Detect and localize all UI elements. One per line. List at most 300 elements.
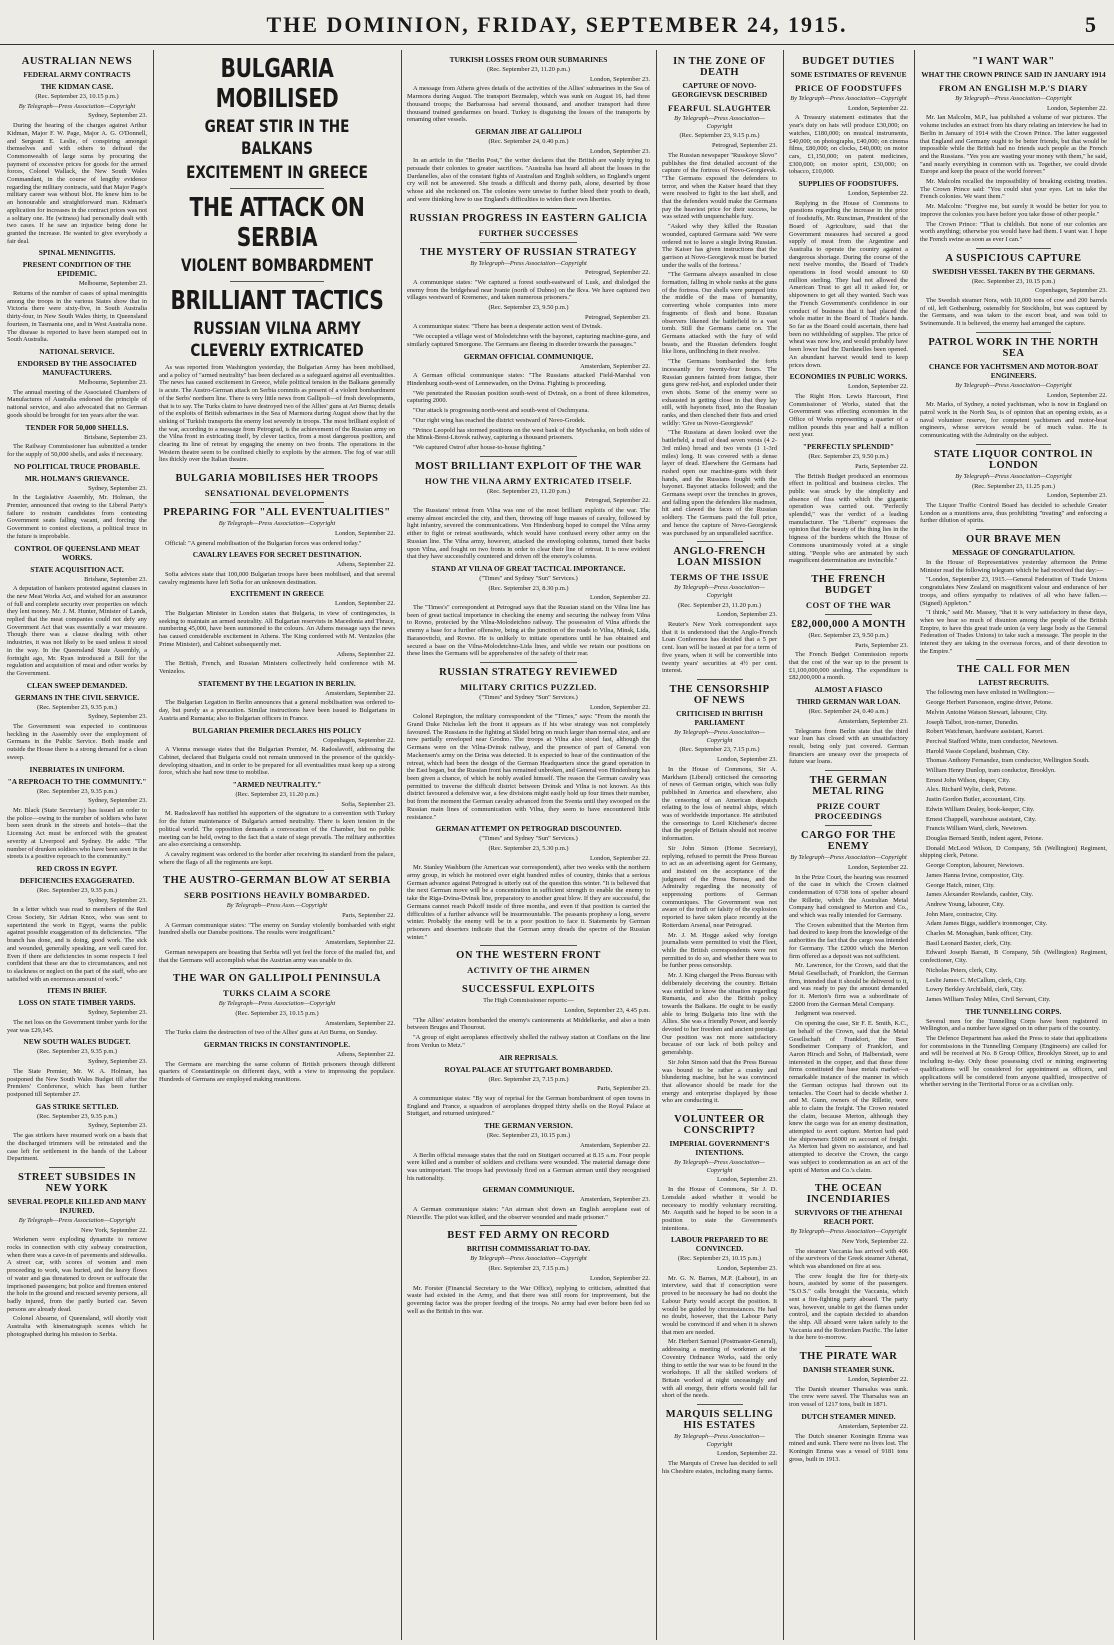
dateline: Athens, September 22. bbox=[336, 561, 395, 569]
paragraph: ("Times" and Sydney "Sun" Services.) bbox=[479, 835, 578, 843]
subheading: TERMS OF THE ISSUE bbox=[670, 572, 769, 583]
subheading: CLEAN SWEEP DEMANDED. bbox=[26, 680, 128, 690]
headline: THE CENSORSHIP OF NEWS bbox=[669, 684, 770, 706]
paragraph: Basil Leonard Baxter, clerk, City. bbox=[926, 939, 1012, 947]
dateline: Athens, September 22. bbox=[336, 650, 395, 658]
subheading: TURKISH LOSSES FROM OUR SUBMARINES bbox=[449, 55, 608, 64]
paragraph: Sir John Simon (Home Secretary), replying, refused to permit the Press Bureau to act as an advertising agent for Germany, and insisted on the acceptance of the judgment of the Press Bureau, and the Admiralty regarding the necessity of suppressing portions of German communiques. The Government was not aware of the truth or falsity of the explosion reported to have taken place recently at the Rotterdam Arsenal, near Petrograd. bbox=[662, 844, 777, 929]
paragraph: Alex. Richard Wylie, clerk, Petone. bbox=[926, 786, 1017, 794]
subheading: HOW THE VILNA ARMY EXTRICATED ITSELF. bbox=[425, 475, 632, 486]
page-number: 5 bbox=[1085, 12, 1096, 37]
paragraph: George Hatch, miner, City. bbox=[926, 881, 995, 889]
heading-rule bbox=[230, 870, 324, 871]
paragraph: The Russians' retreat from Vilna was one of the most brilliant exploits of the war. The enemy almost encircled the city, and then, throwing off huge masses of cavalry, followed by light infantry, severed the communications. Von Hindenburg hoped to compel the Vilna army either to fight or retreat southwards, which would have confused every other army on the Russian line. The Vilna army, however, attacked the enveloping columns, turned their backs upon Vilna, and fought on two fronts in order to clear their line of retreat. It is now evident that they have successfully countered and driven off the enemy's columns. bbox=[407, 507, 650, 561]
paragraph: A Vienna message states that the Bulgarian Premier, M. Radoslavoff, addressing the Cabinet, declared that Bulgaria could not remain unmoved in the presence of the quickly-developing situation, and in order to be prepared for all eventualities must keep up a strong force, which she had now time to mobilise. bbox=[159, 746, 395, 777]
paragraph: Mr. G. N. Barnes, M.P. (Labour), in an interview, said that if conscription were proved to be necessary he had no doubt the Labour Party would accept the position. It would be guided by circumstances. He had no doubt, however, that the Labour Party would be convinced if and when it is shown that men are needed. bbox=[662, 1274, 777, 1336]
paragraph: "We penetrated the Russian position south-west of Dvinsk, on a front of three kilometres, capturing 2000. bbox=[407, 389, 650, 405]
paragraph: Edward Joseph Barratt, B Company, 5th (Wellington) Regiment, confectioner, City. bbox=[920, 949, 1107, 965]
masthead-title: THE DOMINION, FRIDAY, SEPTEMBER 24, 1915. bbox=[266, 12, 848, 37]
headline: THE ATTACK ON SERBIA bbox=[189, 193, 365, 253]
wire-credit: By Telegraph—Press Association—Copyright bbox=[18, 102, 136, 110]
subheading: FROM AN ENGLISH M.P.'S DIARY bbox=[938, 83, 1089, 93]
paragraph: A Treasury statement estimates that the year's duty on hats will produce £30,000; on watches, £180,000; on musical instruments, £40,000; on photographs, £40,000; on cinema films, £80,000; on clocks, £40,000; on motor cars, £1,150,000; on patent medicines, £300,000; on motor spirit, £30,000; on tobacco, £10,000. bbox=[789, 114, 908, 176]
dateline: London, September 23. bbox=[590, 147, 650, 155]
paragraph: James Hanna Irvine, compositor, City. bbox=[926, 871, 1024, 879]
subheading: THE GERMAN VERSION. bbox=[484, 1121, 573, 1131]
dateline: London, September 22. bbox=[848, 863, 908, 871]
paragraph: (Rec. September 23, 10.15 p.m.) bbox=[486, 1132, 571, 1140]
dateline: Melbourne, September 23. bbox=[78, 280, 147, 288]
dateline: Paris, September 22. bbox=[855, 462, 908, 470]
column-zone-of-death bbox=[657, 52, 782, 1640]
dateline: Petrograd, September 22. bbox=[585, 497, 650, 505]
dateline: London, September 22. bbox=[590, 854, 650, 862]
headline: SUCCESSFUL EXPLOITS bbox=[462, 984, 595, 996]
headline: BULGARIA MOBILISED bbox=[215, 54, 339, 114]
paragraph: Mr. Malcolm recalled the impossibility of breaking existing treaties. The Crown Prince said: "You could shut your eyes. Let us take the French colonies. We want them." bbox=[920, 178, 1107, 201]
dateline: Copenhagen, September 22. bbox=[322, 736, 395, 744]
paragraph: "A group of eight aeroplanes effectively shelled the railway station at Conflans on the line from Verdun to Metz." bbox=[407, 1034, 650, 1049]
paragraph: (Rec. September 23, 11.20 p.m.) bbox=[487, 487, 570, 495]
paragraph: The crew fought the fire for thirty-six hours, assisted by some of the passengers. "S.O.S." calls brought the Vaccania, which sent a fire-fighting party aboard. The party was, however, unable to get the flames under control, and the captain decided to abandon the ship. All aboard were taken safely to the Vaccania and the Rotterdam Pacific. The latter is due here to-morrow. bbox=[789, 1272, 908, 1342]
paragraph: On opening the case, Sir F. E. Smith, K.C., on behalf of the Crown, said that the Metal Gesellschaft of Frankfort, the Beer Sondheimer Company of Frankfort, and Aaron Hirsch and Sohn, of Halberstadt, were interested in the copper, and that these three firms constituted the base metals market—a remarkable instance of the manner in which the German octopus had thrown out its tentacles. The Court had to decide whether J. and M. Gunn, owners of the Rilletie, were able to claim the freight. The Crown resisted the claim, because Merton, although they knew the cargo was for an enemy destination, attempted to avert capture. Merton had paid the shipowners £6000 on account of freight. As Merton had given no assistance, and had attempted to deceive the Crown, the cargo was subject to condemnation as an act of the spirit of Merton and Co.'s claim. bbox=[789, 1020, 908, 1174]
dateline: London, September 22. bbox=[848, 190, 908, 198]
paragraph: Replying in the House of Commons to questions regarding the increase in the price of foodstuffs, Mr. Runciman, President of the Board of Agriculture, said that the Government measures had secured a good supply of meat from the Argentine and Australia to operate the country against a dangerous shortage. During the course of the next twelve months, the Board of Trade's operations in food would amount to 60 million sterling. They had not allowed the American Trust to get all it asked for, or shipowners to get all they wanted. Such was the French Government's confidence in our conduct of business that it had placed the whole matter in the Board of Trade's hands. So far as the Board could ascertain, there had been no withholding of supplies. The price of wheat was now low, and would probably have been lower had the Dardanelles been opened. An abundant harvest would tend to keep prices down. bbox=[789, 199, 908, 369]
paragraph: (Rec. September 23, 9.35 p.m.) bbox=[36, 886, 118, 894]
paragraph: Charles M. Monaghan, bank officer, City. bbox=[926, 930, 1033, 938]
paragraph: (Rec. September 23, 7.15 p.m.) bbox=[488, 1075, 569, 1083]
heading-rule bbox=[697, 1404, 743, 1405]
heading-rule bbox=[230, 188, 324, 189]
paragraph: Justin Gordon Butler, accountant, City. bbox=[926, 796, 1026, 804]
subheading: CAPTURE OF NOVO-GEORGIEVSK DESCRIBED bbox=[671, 81, 768, 99]
dateline: London, September 23. bbox=[717, 1176, 777, 1184]
paragraph: Returns of the number of cases of spinal meningitis among the troops in the various States show that in Victoria there were sixty-five, in South Australia thirty-four, in New South Wales thirty, in Queensland fourteen, in Tasmania one, and in West Australia none. The disease is reported to have been stamped out in South Australia. bbox=[7, 290, 147, 344]
paragraph: (Rec. September 23, 10.15 p.m.) bbox=[971, 277, 1056, 285]
headline: THE OCEAN INCENDIARIES bbox=[806, 1183, 891, 1206]
paragraph: Edwin William Dealey, book-keeper, City. bbox=[926, 805, 1035, 813]
paragraph: A Berlin official message states that the raid on Stuttgart occurred at 8.15 a.m. Four people were killed and a number of soldiers and civilians were wounded. The material damage done was unimportant. The troops had previously fired on a German airman until they recognised his nationality. bbox=[407, 1151, 650, 1182]
headline: £82,000,000 A MONTH bbox=[791, 618, 906, 630]
subheading: RED CROSS IN EGYPT. bbox=[36, 863, 118, 873]
headline: ON THE WESTERN FRONT bbox=[456, 950, 601, 962]
dateline: Brisbane, September 23. bbox=[84, 433, 147, 441]
paragraph: The Marquis of Crewe has decided to sell his Cheshire estates, including many farms. bbox=[662, 1460, 777, 1475]
paragraph: Telegrams from Berlin state that the third war loan has closed with an unsatisfactory result, being only just covered. German financiers are uneasy over the prospects of future war loans. bbox=[789, 727, 908, 766]
column-budget-duties bbox=[784, 52, 913, 1640]
paragraph: The gas strikers have resumed work on a basis that the discharged trimmers will be reinstated and the case left for settlement in the hands of the Labour Department. bbox=[7, 1132, 147, 1163]
paragraph: James William Tesley Miles, Civil Servant, City. bbox=[926, 995, 1051, 1003]
paragraph: Thomas Anthony Fernandez, tram conductor, Wellington South. bbox=[926, 757, 1090, 765]
paragraph: Percival Stafford White, tram conductor, Newtown. bbox=[926, 737, 1058, 745]
dateline: London, September 22. bbox=[848, 383, 908, 391]
dateline: London, September 22. bbox=[590, 1274, 650, 1282]
subheading: ALMOST A FIASCO bbox=[814, 685, 883, 695]
paragraph: (Rec. September 23, 11.20 p.m.) bbox=[678, 601, 761, 609]
wire-credit: By Telegraph—Press Association—Copyright bbox=[674, 115, 765, 130]
dateline: New York, September 22. bbox=[80, 1226, 147, 1234]
subheading: SURVIVORS OF THE ATHENAI REACH PORT. bbox=[794, 1208, 903, 1227]
dateline: Paris, September 23. bbox=[597, 1085, 650, 1093]
paragraph: The French Budget Commission reports that the cost of the war up to the present is £1,100,000,000 sterling. The expenditure is £82,000,000 a month. bbox=[789, 651, 908, 682]
heading-rule bbox=[825, 569, 873, 570]
headline: VOLUNTEER OR CONSCRIPT? bbox=[674, 1114, 765, 1137]
heading-rule bbox=[976, 332, 1051, 333]
wire-credit: By Telegraph—Press Association—Copyright bbox=[674, 584, 765, 599]
dateline: Sydney, September 23. bbox=[88, 484, 147, 492]
heading-rule bbox=[697, 1109, 743, 1110]
dateline: London, September 23. bbox=[717, 1265, 777, 1273]
subheading: "ARMED NEUTRALITY." bbox=[232, 780, 322, 790]
heading-rule bbox=[230, 468, 324, 469]
paragraph: A deputation of bankers protested against clauses in the new Meat Works Act, and wished for an assurance of full and complete security over properties on which they lent money. Mr. J. M. Hunter, Minister of Lands, replied that the meat companies could not defy any Government Act that was essentially a war measure. Though there was a clause dealing with other industries, it was not likely to be used unless it stood in the way. In the Queensland State Assembly, a fortnight ago, Mr. Ryan introduced a Bill for the regulation and acquisition of meat and other works by the Government. bbox=[7, 585, 147, 677]
subheading: NEW SOUTH WALES BUDGET. bbox=[23, 1037, 131, 1047]
heading-rule bbox=[825, 1346, 873, 1347]
subheading: FEARFUL SLAUGHTER bbox=[667, 103, 772, 113]
dateline: Brisbane, September 23. bbox=[84, 575, 147, 583]
paragraph: "The Allies' aviators bombarded the enemy's cantonments at Middelkerke, and also a train between Bruges and Thourout. bbox=[407, 1016, 650, 1032]
dateline: London, September 22. bbox=[717, 1450, 777, 1458]
heading-rule bbox=[825, 1178, 873, 1179]
wire-credit: By Telegraph—Press Association—Copyright bbox=[18, 1216, 136, 1224]
paragraph: (Rec. September 23, 11.20 p.m.) bbox=[235, 791, 319, 799]
paragraph: (Rec. September 23, 9.35 p.m.) bbox=[36, 787, 118, 795]
subheading: MR. HOLMAN'S GRIEVANCE. bbox=[24, 473, 130, 483]
headline: THE WAR ON GALLIPOLI PENINSULA bbox=[173, 973, 381, 985]
paragraph: Robert Watchman, hardware assistant, Karori. bbox=[926, 728, 1044, 736]
paragraph: The annual meeting of the Associated Chambers of Manufactures of Australia endorsed the principle of national service, and also advocated that no German goods should be brought for ten years after the war. bbox=[7, 388, 147, 419]
paragraph: Sir John Simon said that the Press Bureau was bound to be rather a cranky and blundering machine, but he was convinced that allowance should be made for the energy and enterprise displayed by those who are conducting it. bbox=[662, 1058, 777, 1105]
headline: BULGARIA MOBILISES HER TROOPS bbox=[175, 473, 379, 485]
headline: BUDGET DUTIES bbox=[802, 56, 895, 67]
paragraph: Nicholas Peters, clerk, City. bbox=[926, 966, 998, 974]
subheading: THIRD GERMAN WAR LOAN. bbox=[796, 697, 901, 707]
paragraph: "The Russians at dawn looked over the battlefield, a trail of dead seven versts (4 2-3rd miles) broad and two versts (1 1-3rd miles) long. It was covered with a dense layer of dead. Elsewhere the Germans had rushed open our machine-guns with their hands, and the Russians fought with the bayonet. Bayonet attacks followed; and the Germans swept over the trenches in groves, and falling upon the defenders like madmen, hit and clawed the faces of the Russian soldiery. The Germans paid the full price, and hence the capture of Novo-Georgievsk was purchased by an unparalleled sacrifice. bbox=[662, 429, 777, 537]
paragraph: John Mare, contractor, City. bbox=[926, 910, 998, 918]
paragraph: Joseph Talbot, iron-turner, Dunedin. bbox=[926, 718, 1019, 726]
headline: "I WANT WAR" bbox=[972, 56, 1055, 67]
paragraph: (Rec. September 23, 10.15 p.m.) bbox=[235, 1009, 319, 1017]
dateline: Amsterdam, September 23. bbox=[838, 717, 908, 725]
column-bulgaria-mobilised bbox=[154, 52, 400, 1640]
paragraph: Mr. Stanley Washburn (the American war correspondent), after two weeks with the northern army group, in which he motored over eight hundred miles of country, thinks that a serious German advance against Petrograd is utterly out of the question this winter. "It is believed that the next German move will be a concentration in sufficient strength to enable the enemy to take the Riga-Dvina-Dvinsk line, preparatory to another great blow. If they are successful, the Germans cannot reach Pskoff inside of three months, and even if that position is carried the difficulties of a further advance will be insurmountable. The peasants prophesy a long, severe winter. Probably the enemy will be in a poor position to face it. Statements by German prisoners and deserters indicate that the German army dreads the spectre of the Russian winter." bbox=[407, 864, 650, 941]
headline: PATROL WORK IN THE NORTH SEA bbox=[928, 336, 1099, 359]
paragraph: A cavalry regiment was ordered to the border after receiving its standard from the palace, where the flags of all the regiments are kept. bbox=[159, 850, 395, 866]
headline: THE CALL FOR MEN bbox=[956, 664, 1071, 676]
paragraph: "Our attack is progressing north-west and south-west of Oschmyana. bbox=[413, 407, 590, 415]
paragraph: (Rec. September 23, 10.15 p.m.) bbox=[35, 93, 119, 100]
paragraph: The Turks claim the destruction of two of the Allies' guns at Ari Burnu, on Sunday. bbox=[165, 1029, 378, 1037]
paragraph: (Rec. September 24, 0.40 a.m.) bbox=[808, 708, 889, 716]
paragraph: (Rec. September 23, 9.35 p.m.) bbox=[36, 1112, 118, 1120]
paragraph: Official: "A general mobilisation of the Bulgarian forces was ordered today." bbox=[165, 539, 362, 547]
paragraph: Andrew Young, labourer, City. bbox=[926, 900, 1005, 908]
heading-rule bbox=[230, 502, 324, 503]
paragraph: A German official communique states: "The Russians attacked Field-Marshal von Hindenburg south-west of Lennewaden, on the Dvina. Fighting is proceeding. bbox=[407, 372, 650, 387]
paragraph: (Rec. September 23, 9.50 p.m.) bbox=[488, 304, 569, 312]
paragraph: Mr. Marks, of Sydney, a noted yachtsman, who is now in England on patrol work in the North Sea, is of opinion that an opening exists, as a naval volunteer reserve, for competent yachtsmen and motor-boat engineers, whose services would be of much value. He is communicating with the Admiralty on the subject. bbox=[920, 401, 1107, 440]
subheading: EXCITEMENT IN GREECE bbox=[230, 589, 324, 599]
subheading: SPINAL MENINGITIS. bbox=[38, 248, 116, 258]
headline: STREET SUBSIDES IN NEW YORK bbox=[18, 1171, 136, 1194]
paragraph: M. Radoslavoff has notified his supporters of the signature to a convention with Turkey for the future maintenance of Bulgaria's armed neutrality. There is keen tension in the political world. The opposition demands a convocation of the Chamber, but no public meeting can be held, owing to the fact that a state of siege prevails. The military authorities are also exercising a censorship. bbox=[159, 810, 395, 849]
paragraph: (Rec. September 23, 5.30 p.m.) bbox=[488, 844, 569, 852]
headline: BRILLIANT TACTICS bbox=[170, 286, 384, 316]
headline: THE FRENCH BUDGET bbox=[811, 573, 886, 596]
dateline: Amsterdam, September 22. bbox=[325, 1019, 395, 1027]
headline: RUSSIAN STRATEGY REVIEWED bbox=[439, 666, 618, 678]
paragraph: George Compton, labourer, Newtown. bbox=[926, 862, 1024, 870]
dateline: Melbourne, September 23. bbox=[78, 378, 147, 386]
heading-rule bbox=[230, 281, 324, 282]
subheading: GERMAN JIBE AT GALLIPOLI bbox=[475, 126, 582, 136]
subheading: SWEDISH VESSEL TAKEN BY THE GERMANS. bbox=[932, 266, 1095, 276]
subheading: TURKS CLAIM A SCORE bbox=[222, 988, 332, 999]
paragraph: The British Budget produced an enormous effect in political and business circles. The public was struck by the simplicity and absence of fuss with which the gigantic operation was carried out. "Perfectly splendid," was the verdict of a leading manufacturer. The "Liberte" expresses the opinion that the beauty of the thing lies in the bigness of the burdens which the House of Commons unanimously voted at a single sitting. "People who are animated by such magnificent determination are invincible." bbox=[789, 472, 908, 565]
paragraph: "We captured Ostrof after house-to-house fighting." bbox=[413, 443, 546, 451]
subheading: BULGARIAN PREMIER DECLARES HIS POLICY bbox=[192, 725, 362, 735]
dateline: Sydney, September 23. bbox=[88, 896, 147, 904]
subheading: SENSATIONAL DEVELOPMENTS bbox=[204, 488, 350, 499]
subheading: COST OF THE WAR bbox=[805, 599, 892, 610]
paragraph: The net loss on the Government timber yards for the year was £29,145. bbox=[7, 1019, 147, 1034]
headline: EXCITEMENT IN GREECE bbox=[186, 163, 368, 183]
subheading: MILITARY CRITICS PUZZLED. bbox=[460, 681, 597, 692]
headline: THE PIRATE WAR bbox=[799, 1351, 898, 1363]
wire-credit: By Telegraph—Press Association—Copyright bbox=[955, 95, 1072, 102]
wire-credit: By Telegraph—Press Association—Copyright bbox=[790, 95, 907, 102]
subheading: THE KIDMAN CASE. bbox=[40, 82, 114, 91]
paragraph: (Rec. September 24, 0.40 p.m.) bbox=[488, 137, 569, 145]
paragraph: A German communique states: "The enemy on Sunday violently bombarded with eight hundred shells our Danube positions. The results were insignificant." bbox=[159, 921, 395, 937]
dateline: London, September 22. bbox=[1047, 391, 1107, 399]
subheading: PRICE OF FOODSTUFFS bbox=[794, 83, 903, 93]
heading-rule bbox=[976, 444, 1051, 445]
headline: OUR BRAVE MEN bbox=[966, 534, 1061, 546]
subheading: GAS STRIKE SETTLED. bbox=[35, 1101, 119, 1111]
dateline: Athens, September 22. bbox=[336, 1051, 395, 1059]
headline: THE MYSTERY OF RUSSIAN STRATEGY bbox=[419, 246, 638, 258]
paragraph: In a letter which was read to members of the Red Cross Society, Sir Adrian Knox, who was sent to superintend the work in Egypt, warns the public against possible exaggeration of its deficiencies. "The branch has done, and is doing, good work. The sick and wounded, generally speaking, are well cared for. Even if there are deficiencies in some respects I feel confident that these are due to circumstances, and not to slackness or neglect on the part of the staff, who are satisfied with an enormous amount of work." bbox=[7, 906, 147, 983]
subheading: AIR REPRISALS. bbox=[499, 1052, 558, 1062]
paragraph: In the House of Commons, Sir A. Markham (Liberal) criticised the censoring of news of German origin, which was fully published in America and elsewhere, also the censoring of an American dispatch relating to the loss of neutral ships, which was of worldwide importance. He attributed the censorings to Lord Kitchener's decree that the people of Britain should not receive information. bbox=[662, 765, 777, 843]
subheading: GERMAN ATTEMPT ON PETROGRAD DISCOUNTED. bbox=[435, 824, 622, 834]
wire-credit: By Telegraph—Press Association—Copyright bbox=[674, 1159, 765, 1174]
dateline: Amsterdam, September 22. bbox=[838, 1422, 908, 1430]
paragraph: ("Times" and Sydney "Sun" Services.) bbox=[479, 574, 578, 582]
subheading: DANISH STEAMER SUNK. bbox=[802, 1365, 895, 1375]
paragraph: In the House of Representatives yesterday afternoon the Prime Minister read the following telegram which he had received that day:— bbox=[920, 559, 1107, 574]
heading-rule bbox=[480, 945, 577, 946]
paragraph: A communique states: "We captured a forest south-eastward of Lusk, and dislodged the enemy from the bridgehead near Ivanie (north of Dubno) on the Ikva. We have captured two villages westward of Kremenec, and taken numerous prisoners." bbox=[407, 278, 650, 302]
dateline: Petrograd, September 23. bbox=[712, 142, 777, 150]
dateline: London, September 22. bbox=[848, 104, 908, 112]
paragraph: Judgment was reserved. bbox=[795, 1010, 857, 1018]
wire-credit: By Telegraph—Press Association—Copyright bbox=[790, 1228, 907, 1236]
paragraph: Donald McLeod Wilson, D Company, 5th (Wellington) Regiment, shipping clerk, Petone. bbox=[920, 844, 1107, 860]
paragraph: (Rec. September 23, 7.15 p.m.) bbox=[679, 746, 760, 754]
paragraph: "I think," said Mr. Massey, "that it is very satisfactory in these days, when we hear so much of disunion among the people of the British Empire, to have this great trade union (a very large body as the General Federation of Trades Unions) to take such a message. The people in the interest they are taking in the overseas forces, and of their devotion to the Empire." bbox=[920, 609, 1107, 655]
paragraph: Mr. Ian Malcolm, M.P., has published a volume of war pictures. The volume includes an extract from his diary relating an interview he had in Berlin in January of 1914 with the Crown Prince. The latter suggested that England and Germany ought to be better friends, but that would be impossible while the British had no friends such people as the French and the Russians. "Yes you are wasting your money with them," he said, "and nearly everything in common with us. Together, we could divide Europe and keep the peace of the world forever." bbox=[920, 114, 1107, 176]
subheading: SERB POSITIONS HEAVILY BOMBARDED. bbox=[184, 890, 370, 901]
subheading: GERMAN OFFICIAL COMMUNIQUE. bbox=[463, 351, 594, 361]
heading-rule bbox=[480, 1225, 577, 1226]
heading-rule bbox=[480, 456, 577, 457]
paragraph: German newspapers are boasting that Serbia will yet feel the force of the mailed fist, and that the Germans will accomplish what the Austrian army was unable to do. bbox=[159, 948, 395, 964]
paragraph: The Government was expected to continuous heckling in the Assembly over the employment of Germans in the Public Service. Both inside and outside the House there is a strong demand for a clean sweep. bbox=[7, 723, 147, 761]
dateline: Sydney, September 23. bbox=[88, 112, 147, 120]
heading-rule bbox=[230, 968, 324, 969]
headline: RUSSIAN PROGRESS IN EASTERN GALICIA bbox=[409, 212, 648, 224]
subheading: NO POLITICAL TRUCE PROBABLE. bbox=[14, 461, 140, 471]
dateline: Sydney, September 23. bbox=[88, 1122, 147, 1130]
paragraph: (Rec. September 23, 11.25 p.m.) bbox=[972, 482, 1055, 490]
dateline: Sydney, September 23. bbox=[88, 1009, 147, 1017]
subheading: ITEMS IN BRIEF. bbox=[47, 986, 107, 996]
paragraph: Douglas Bernard Smith, indent agent, Petone. bbox=[926, 835, 1044, 842]
dateline: London, September 23, 4.45 p.m. bbox=[564, 1007, 650, 1015]
paragraph: Reuter's New York correspondent says that it is understood that the Anglo-French Loan Conference has decided that a 5 per cent. loan will be issued at par for a term of five years, when it will be convertible into twenty years' securities at 4½ per cent. interest. bbox=[662, 621, 777, 675]
headline: MARQUIS SELLING HIS ESTATES bbox=[665, 1409, 774, 1432]
wire-credit: By Telegraph—Press Assn.—Copyright bbox=[226, 902, 328, 910]
dateline: London, September 22. bbox=[590, 594, 650, 602]
dateline: Copenhagen, September 23. bbox=[1034, 287, 1107, 295]
paragraph: In the House of Commons, Sir J. D. Lonsdale asked whether it would be necessary to modify voluntary recruiting. Mr. Asquith said he hoped to be soon in a position to state the Government's intentions. bbox=[662, 1186, 777, 1232]
headline: BEST FED ARMY ON RECORD bbox=[447, 1230, 610, 1242]
paragraph: Mr. Malcolm: "Forgive me, but surely it would be better for you to improve the colonies you have before you take those of other people." bbox=[920, 203, 1107, 218]
wire-credit: By Telegraph—Press Association—Copyright bbox=[218, 1000, 336, 1008]
paragraph: The Bulgarian Minister in London states that Bulgaria, in view of contingencies, is seeking to maintain an armed neutrality. All Bulgarian reservists in Macedonia and Thrace, numbering 45,000, have been summoned to the colours. An Athens message says the news has caused considerable excitement in Athens. The King conferred with M. Venizelos (the Prime Minister), and Cabinet subsequently met. bbox=[159, 610, 395, 648]
paragraph: The Crown submitted that the Merton firm had desired to keep from the knowledge of the authorities the fact that the cargo was intended for Germany. The £2000 which the Merton firm offered as a deposit was not sufficient. bbox=[789, 921, 908, 960]
subheading: CAVALRY LEAVES FOR SECRET DESTINATION. bbox=[192, 550, 362, 560]
heading-rule bbox=[976, 529, 1051, 530]
dateline: Amsterdam, September 22. bbox=[580, 362, 650, 370]
dateline: London, September 23. bbox=[717, 756, 777, 764]
paragraph: (Rec. September 23, 9.35 p.m.) bbox=[36, 703, 118, 711]
subheading: ACTIVITY OF THE AIRMEN bbox=[467, 965, 590, 976]
headline: GREAT STIR IN THE BALKANS bbox=[204, 117, 350, 159]
paragraph: Mr. Forster (Financial Secretary to the War Office), replying to criticism, admitted that waste had existed in the Army, and that there was still room for improvement, but the governing factor was the proper feeding of the troops. No army had ever before been fed so well as the British in this war. bbox=[407, 1284, 650, 1315]
paragraph: As was reported from Washington yesterday, the Bulgarian Army has been mobilised, and a policy of "armed neutrality" has been declared as a safeguard against all eventualities. The news has caused excitement in Greece, while political tension in the Balkans generally is acute. The Austro-German attack on Serbia commits as present of a violent bombardment of the Serbs' northern line. There is very little news from Gallipoli—of fresh developments, that is to say. The Turks claim to have destroyed two of the Allies' guns at Ari Burnu; details of the exploits of British submarines in the Sea of Marmora during August show that by the sinking of Turkish transports the enemy lost severely in troops. The most brilliant exploit of the war, according to a message from Petrograd, is the achievement of the Russian army on the Vilna front in extricating itself, by clever tactics, from a most dangerous position, and clearing its line of retreat by engaging the enemy on two fronts. The operations in the Western theatre seem to be confined chiefly to exploits by the airmen. The fog of war still lies thickly over the Italian theatre. bbox=[159, 364, 395, 464]
paragraph: "The Germans bombarded the forts incessantly for twenty-four hours. The Russian gunners fainted from fatigue, their guns grew red-hot, and exploded under their own shots. Some of the enemy were so exhausted in getting close in that they lay still, with bayonets fixed, into the Russian ranks, and then clenched their fists and cried wildly: 'Give us Novo-Georgievsk!' bbox=[662, 358, 777, 427]
paragraph: (Rec. September 23, 9.35 p.m.) bbox=[36, 1048, 118, 1056]
subheading: CONTROL OF QUEENSLAND MEAT WORKS. bbox=[14, 543, 140, 562]
subheading: DEFICIENCIES EXAGGERATED. bbox=[19, 875, 135, 885]
heading-rule bbox=[480, 979, 577, 980]
subheading: GERMAN COMMUNIQUE. bbox=[482, 1185, 575, 1195]
headline: CARGO FOR THE ENEMY bbox=[801, 830, 896, 853]
paragraph: The Crown Prince: "That is childish. But none of our colonies are worth anything; otherwise you would have had them. I want war. I hope the French swine as soon as ever I can." bbox=[920, 220, 1107, 243]
heading-rule bbox=[825, 770, 873, 771]
paragraph: In the Prize Court, the hearing was resumed of the case in which the Crown claimed condemnation of 6738 tons of spelter aboard the Rilletie, which the Australian Metal Company had consigned to Merton and Co., and which was really intended for Germany. bbox=[789, 873, 908, 920]
headline: RUSSIAN VILNA ARMY CLEVERLY EXTRICATED bbox=[190, 319, 364, 361]
paragraph: "We occupied a village west of Molodetchno with the bayonet, capturing machine-guns, and similarly captured Smorgone. The Germans are fleeing in disorder towards the passages." bbox=[407, 333, 650, 348]
paragraph: (Rec. September 23, 8.30 p.m.) bbox=[488, 584, 569, 592]
paragraph: The steamer Vaccania has arrived with 406 of the survivors of the Greek steamer Athenai, which was abandoned on fire at sea. bbox=[789, 1247, 908, 1271]
heading-rule bbox=[480, 208, 577, 209]
subheading: SEVERAL PEOPLE KILLED AND MANY INJURED. bbox=[7, 1196, 147, 1215]
dateline: London, September 22. bbox=[848, 1376, 908, 1384]
subheading: CRITICISED IN BRITISH PARLIAMENT bbox=[676, 709, 763, 727]
subheading: INEBRIATES IN UNIFORM. bbox=[29, 764, 125, 774]
paragraph: Ernest Chappell, warehouse assistant, City. bbox=[926, 815, 1037, 823]
paragraph: The following men have enlisted in Wellington:— bbox=[926, 689, 1055, 697]
wire-credit: By Telegraph—Press Association—Copyright bbox=[470, 1255, 587, 1263]
subheading: ECONOMIES IN PUBLIC WORKS. bbox=[789, 372, 908, 382]
dateline: Sydney, September 23. bbox=[88, 1058, 147, 1066]
wire-credit: By Telegraph—Press Association—Copyright bbox=[790, 854, 907, 862]
paragraph: Several men for the Tunnelling Corps have been registered in Wellington, and a number have signed on in other parts of the country. bbox=[920, 1017, 1107, 1033]
column-australian-news bbox=[2, 52, 152, 1640]
subheading: MESSAGE OF CONGRATULATION. bbox=[952, 548, 1075, 558]
paragraph: A communique states: "By way of reprisal for the German bombardment of open towns in England and France, a squadron of aeroplanes dropped thirty shells on the Royal Palace at Stuttgart, and returned uninjured." bbox=[407, 1094, 650, 1118]
paragraph: George Herbert Parsonson, engine driver, Petone. bbox=[926, 699, 1053, 707]
dateline: London, September 22. bbox=[1047, 104, 1107, 112]
dateline: New York, September 22. bbox=[841, 1237, 908, 1245]
paragraph: Mr. Herbert Samuel (Postmaster-General), addressing a meeting of workmen at the Coventry Ordnance Works, said the only thing to settle the war was to be found in the workshops. If all the skilled workers of Britain worked at night unceasingly and with all energy, their efforts would fall far short of the needs. bbox=[662, 1338, 777, 1400]
wire-credit: By Telegraph—Press Association—Copyright bbox=[674, 1433, 765, 1448]
paragraph: Workmen were exploding dynamite to remove rocks in connection with city subway construction, when there was a cave-in of pavements and sidewalks. A street car, with scores of women and men proceeding to work, was buried, and the heavy flows of water and gas threatened to drown or suffocate the imprisoned passengers; but police and firemen entered the hole in the ground and rescued seventy persons, all badly injured, from the partly buried car. Seven persons are already dead. bbox=[7, 1236, 147, 1313]
paragraph: Mr. Lawrence, for the Crown, said that the Metal Gesellschaft, of Frankfort, the German firm, intended that it should be delivered to it, and was ready to pay the amount demanded for it. Merton's firm was a subordinate of £2000 from the German Metal Company. bbox=[789, 962, 908, 1008]
wire-credit: By Telegraph—Press Association—Copyright bbox=[955, 381, 1072, 389]
paragraph: Mr. J. King charged the Press Bureau with deliberately deceiving the country. Britain was entitled to know the situation regarding Rumania, and also the British policy towards the Balkans. He ought to be easily able to bring Bulgaria into line with the Allies. She was a friendly Power, and keenly devoted to her freedom and ancient prestige. Our position was not more satisfactory because of our lack of both policy and generalship. bbox=[662, 972, 777, 1057]
paragraph: (Rec. September 23, 10.15 p.m.) bbox=[677, 1255, 762, 1263]
headline: THE GERMAN METAL RING bbox=[809, 775, 888, 798]
heading-rule bbox=[976, 248, 1051, 249]
paragraph: Melvin Antoine Watson Stewart, labourer, City. bbox=[926, 708, 1048, 716]
heading-rule bbox=[697, 541, 743, 542]
paragraph: Sofia advices state that 100,000 Bulgarian troops have been mobilised, and that several cavalry regiments have left Sofia for an unknown destination. bbox=[159, 570, 395, 586]
subheading: DUTCH STEAMER MINED. bbox=[801, 1411, 896, 1421]
subheading: SOME ESTIMATES OF REVENUE bbox=[790, 70, 907, 79]
paragraph: The Defence Department has asked the Press to state that applications for commissions in the Tunnelling Company (Engineers) are called for and will be received at No. 8 Group Office, Brooklyn Street, up to and including to-day. Only those possessing civil or mining engineering qualifications will be considered for appointment as officers, and applications will be considered from anyone qualified, irrespective of whether serving in the Territorial Force or as a civilian only. bbox=[920, 1035, 1107, 1089]
paragraph: (Rec. September 23, 7.15 p.m.) bbox=[488, 1265, 569, 1273]
dateline: Sydney, September 23. bbox=[88, 797, 147, 805]
dateline: Sydney, September 23. bbox=[88, 713, 147, 721]
headline: PREPARING FOR "ALL EVENTUALITIES" bbox=[163, 507, 391, 519]
subheading: PRIZE COURT PROCEEDINGS bbox=[814, 801, 883, 822]
paragraph: A message from Athens gives details of the activities of the Allies' submarines in the Sea of Marmora during August. The transport Bezmalep, which was sunk on August 16, had three thousand troops; the Barbarossa had several thousand, and another transport had three thousand trained gendarmes on board. Turkey is disguising the losses of the transports by renaming other vessels. bbox=[407, 85, 650, 124]
paragraph: Colonel Repington, the military correspondent of the "Times," says: "From the month the Grand Duke Nicholas left the front it appears as if his wise strategy was not completely favoured. The Russians in the fighting at Skidel bring on much larger than normal size, and are now partially enveloped near Grodno. The troops at Vilna also stood fast, although the Germans were on the Vilna-Dvinsk railway, and the presence of part of General von Mackensen's army on the Drina was detected. It is expected to hear of the continuation of the retreat, which had been the design of the German Headquarters since the grand operation in the East began, but the Russian front has remained unbroken, and General von Hindenburg has been given a chance, of which he nobly availed himself. The reason the German cavalry was permitted to traverse the difficult district between Dvinsk and Vilna is not known. As this district favoured a defensive war, a few divisions might easily hold up four times their number, but from the moment the German cavalry advanced from the Sventa until they swooped on the Russian main lines of communication with Vilna, they seem to have encountered little resistance." bbox=[407, 713, 650, 821]
heading-rule bbox=[49, 1167, 105, 1168]
headline: VIOLENT BOMBARDMENT bbox=[180, 256, 374, 276]
headline: IN THE ZONE OF DEATH bbox=[673, 56, 766, 78]
wire-credit: By Telegraph—Press Association—Copyright bbox=[674, 729, 765, 744]
headline: AUSTRALIAN NEWS bbox=[21, 56, 133, 67]
paragraph: William Henry Dunlop, tram conductor, Brooklyn. bbox=[926, 767, 1056, 775]
paragraph: During the hearing of the charges against Arthur Kidman, Major F. W. Page, Major A. G. O'Donnell, and Sergeant E. Leslie, of conspiring amongst themselves and with others to defraud the Commonwealth of large sums by procuring the payment of excessive prices for goods for the armed forces, Colonel Wallack, the New South Wales Commandant, in the course of lengthy evidence regarding the military contracts, said that Major Page's military career was without blot. He knew him to be an honourable and straightforward man. Kidman's application for increases in the contract prices was not a solitary one. He (witness) had personally dealt with two cases. If he saw an injustice being done he granted the increase. He wanted to give everybody a fair deal. bbox=[7, 122, 147, 245]
paragraph: A German communique states: "An airman shot down an English aeroplane east of Nieuville. The pilot was killed, and the observer wounded and made prisoner." bbox=[407, 1206, 650, 1221]
headline: A SUSPICIOUS CAPTURE bbox=[945, 252, 1082, 264]
paragraph: "London, September 23, 1915.—General Federation of Trade Unions congratulates New Zealand on magnificent valour and endurance of her troops, and offers sympathy to relatives of all who have fallen.—(Signed) Appleton." bbox=[920, 576, 1107, 607]
dateline: Amsterdam, September 22. bbox=[580, 1141, 650, 1149]
dateline: Amsterdam, September 22. bbox=[325, 939, 395, 947]
subheading: ROYAL PALACE AT STUTTGART BOMBARDED. bbox=[444, 1064, 613, 1074]
subheading: LABOUR PREPARED TO BE CONVINCED. bbox=[670, 1235, 769, 1254]
paragraph: The High Commissioner reports:— bbox=[483, 997, 574, 1005]
paragraph: Ernest John Wilson, draper, City. bbox=[926, 776, 1011, 784]
subheading: FEDERAL ARMY CONTRACTS bbox=[23, 70, 131, 79]
wire-credit: By Telegraph—Press Association—Copyright bbox=[955, 472, 1072, 480]
subheading: PRESENT CONDITION OF THE EPIDEMIC. bbox=[22, 260, 132, 279]
paragraph: Mr. Black (State Secretary) has issued an order to the police—owing to the number of soldiers who have been seen drunk in the streets and hotels—that the Licensing Act must be enforced with the greatest severity at Liverpool and Sydney. He adds: "The number of drunken soldiers who have been seen in the streets is a positive reproach to the community." bbox=[7, 807, 147, 861]
subheading: STAND AT VILNA OF GREAT TACTICAL IMPORTANCE. bbox=[431, 563, 626, 573]
paragraph: James Alexander Rowlands, cashier, City. bbox=[926, 891, 1034, 899]
subheading: TENDER FOR 50,000 SHELLS. bbox=[25, 422, 129, 432]
headline: STATE LIQUOR CONTROL IN LONDON bbox=[933, 448, 1094, 471]
column-i-want-war bbox=[915, 52, 1112, 1640]
paragraph: In the Legislative Assembly, Mr. Holman, the Premier, announced that owing to the Liberal Party's failure to restrain candidates from contesting Government seats falling vacant, and forcing the Government to contest elections, a political truce in the future is improbable. bbox=[7, 494, 147, 540]
